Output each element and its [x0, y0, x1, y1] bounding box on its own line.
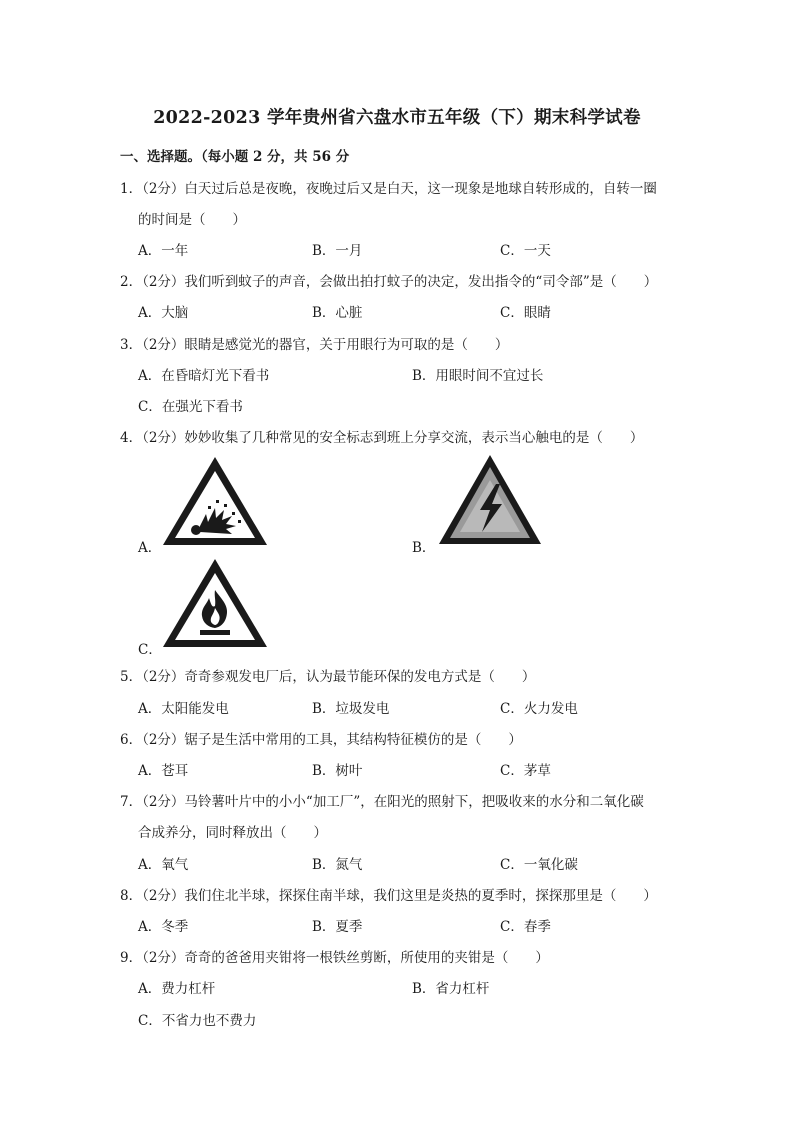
question-2-option-b: B．心脏 [312, 305, 363, 321]
question-3-option-b: B．用眼时间不宜过长 [412, 368, 544, 384]
question-7-line-1: 7．（2分）马铃薯叶片中的小小“加工厂”，在阳光的照射下，把吸收来的水分和二氧化碳 [120, 794, 644, 810]
question-7-option-a: A．氧气 [138, 857, 189, 873]
question-4-option-b: B． [412, 540, 436, 556]
question-6-option-a: A．苍耳 [138, 763, 189, 779]
question-3-option-c: C．在强光下看书 [138, 399, 243, 415]
question-6-option-c: C．茅草 [500, 763, 551, 779]
question-9-line-1: 9．（2分）奇奇的爸爸用夹钳将一根铁丝剪断，所使用的夹钳是（ ） [120, 950, 549, 966]
question-3-line-1: 3．（2分）眼睛是感觉光的器官，关于用眼行为可取的是（ ） [120, 337, 509, 353]
question-1-option-b: B．一月 [312, 243, 363, 259]
question-7-line-2: 合成养分，同时释放出（ ） [138, 825, 327, 841]
question-9-option-c: C．不省力也不费力 [138, 1013, 257, 1029]
question-1-option-c: C．一天 [500, 243, 551, 259]
question-6-line-1: 6．（2分）锯子是生活中常用的工具，其结构特征模仿的是（ ） [120, 732, 522, 748]
flammable-warning-sign-icon [160, 556, 270, 650]
question-6-option-b: B．树叶 [312, 763, 363, 779]
page-title: 2022-2023 学年贵州省六盘水市五年级（下）期末科学试卷 [153, 108, 641, 128]
section-heading: 一、选择题。（每小题 2 分，共 56 分 [120, 149, 350, 165]
question-1-option-a: A．一年 [138, 243, 189, 259]
electric-shock-warning-sign-icon [436, 452, 544, 548]
question-3-option-a: A．在昏暗灯光下看书 [138, 368, 270, 384]
question-8-option-c: C．春季 [500, 919, 551, 935]
question-8-option-b: B．夏季 [312, 919, 363, 935]
question-4-option-c: C． [138, 642, 162, 658]
question-5-line-1: 5．（2分）奇奇参观发电厂后，认为最节能环保的发电方式是（ ） [120, 669, 536, 685]
question-7-option-b: B．氮气 [312, 857, 363, 873]
explosive-warning-sign-icon [160, 454, 270, 548]
question-2-option-c: C．眼睛 [500, 305, 551, 321]
question-5-option-b: B．垃圾发电 [312, 701, 390, 717]
question-1-line-2: 的时间是（ ） [138, 212, 246, 228]
question-8-line-1: 8．（2分）我们住北半球，探探住南半球，我们这里是炎热的夏季时，探探那里是（ ） [120, 888, 657, 904]
question-9-option-b: B．省力杠杆 [412, 981, 490, 997]
question-9-option-a: A．费力杠杆 [138, 981, 216, 997]
question-1-line-1: 1．（2分）白天过后总是夜晚，夜晚过后又是白天，这一现象是地球自转形成的，自转一圈 [120, 181, 657, 197]
question-8-option-a: A．冬季 [138, 919, 189, 935]
question-4-option-a: A． [138, 540, 162, 556]
question-4-line-1: 4．（2分）妙妙收集了几种常见的安全标志到班上分享交流，表示当心触电的是（ ） [120, 430, 644, 446]
question-5-option-a: A．太阳能发电 [138, 701, 229, 717]
question-5-option-c: C．火力发电 [500, 701, 578, 717]
question-2-option-a: A．大脑 [138, 305, 189, 321]
question-7-option-c: C．一氧化碳 [500, 857, 578, 873]
question-2-line-1: 2．（2分）我们听到蚊子的声音，会做出拍打蚊子的决定，发出指令的“司令部”是（ ） [120, 274, 658, 290]
